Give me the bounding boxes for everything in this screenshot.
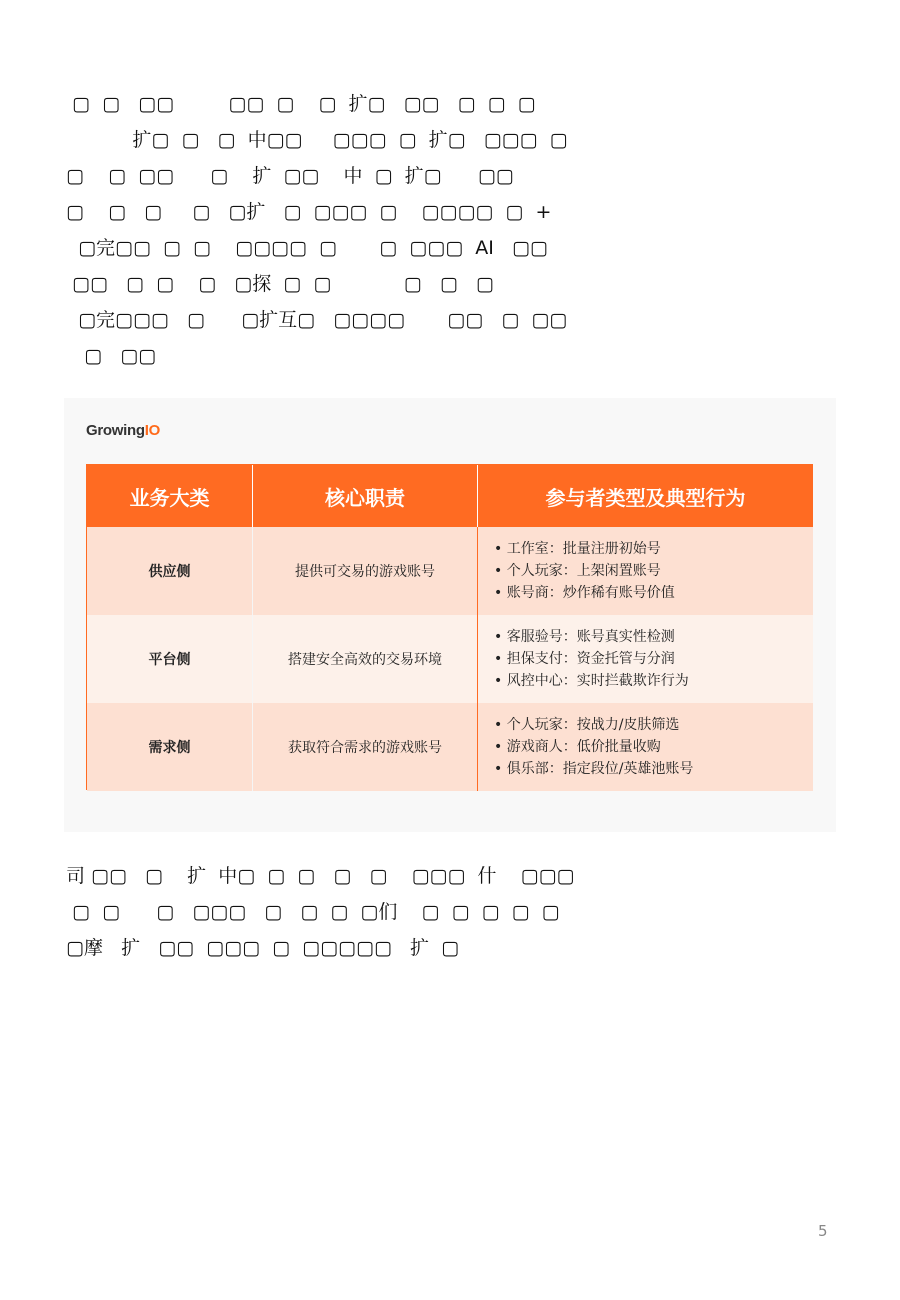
text-line: ▢摩 扩 ▢▢ ▢▢▢ ▢ ▢▢▢▢▢ 扩 ▢ xyxy=(66,937,460,959)
paragraph-1 xyxy=(66,86,836,374)
row-duty: 获取符合需求的游戏账号 xyxy=(253,703,478,791)
growingio-logo xyxy=(86,422,160,439)
row-behaviors xyxy=(478,527,813,615)
row-category: 需求侧 xyxy=(87,703,253,791)
logo-text: Growing xyxy=(86,422,145,439)
header-category: 业务大类 xyxy=(87,465,253,527)
text-line: ▢ ▢ ▢ ▢ ▢扩 ▢ ▢▢▢ ▢ ▢▢▢▢ ▢ + xyxy=(66,201,552,223)
behavior-item: • 账号商：炒作稀有账号价值 xyxy=(494,585,675,601)
text-line: ▢ ▢▢ xyxy=(66,345,157,367)
row-behaviors xyxy=(478,703,813,791)
row-category: 供应侧 xyxy=(87,527,253,615)
behavior-item: • 俱乐部：指定段位/英雄池账号 xyxy=(494,761,694,777)
text-line: ▢ ▢ ▢▢ ▢▢ ▢ ▢ 扩▢ ▢▢ ▢ ▢ ▢ xyxy=(66,93,536,115)
table-row xyxy=(87,703,813,791)
behavior-item: • 游戏商人：低价批量收购 xyxy=(494,739,661,755)
table-row xyxy=(87,527,813,615)
paragraph-2 xyxy=(66,858,836,966)
behavior-item: • 工作室：批量注册初始号 xyxy=(494,541,661,557)
text-line: 司 ▢▢ ▢ 扩 中▢ ▢ ▢ ▢ ▢ ▢▢▢ 什 ▢▢▢ xyxy=(66,865,575,887)
behavior-item: • 风控中心：实时拦截欺诈行为 xyxy=(494,673,689,689)
text-line: ▢ ▢ ▢ ▢▢▢ ▢ ▢ ▢ ▢们 ▢ ▢ ▢ ▢ ▢ xyxy=(66,901,560,923)
logo-accent: IO xyxy=(144,422,160,439)
table-header xyxy=(87,465,813,527)
table-row xyxy=(87,615,813,703)
row-category: 平台侧 xyxy=(87,615,253,703)
text-line: ▢完▢▢ ▢ ▢ ▢▢▢▢ ▢ ▢ ▢▢▢ AI ▢▢ xyxy=(66,237,548,259)
figure-panel xyxy=(64,398,836,832)
header-duty: 核心职责 xyxy=(253,465,478,527)
page-number: 5 xyxy=(818,1222,828,1240)
text-line: 扩▢ ▢ ▢ 中▢▢ ▢▢▢ ▢ 扩▢ ▢▢▢ ▢ xyxy=(66,129,568,151)
business-table xyxy=(86,464,813,790)
text-line: ▢完▢▢▢ ▢ ▢扩互▢ ▢▢▢▢ ▢▢ ▢ ▢▢ xyxy=(66,309,568,331)
behavior-item: • 担保支付：资金托管与分润 xyxy=(494,651,675,667)
row-duty: 提供可交易的游戏账号 xyxy=(253,527,478,615)
row-duty: 搭建安全高效的交易环境 xyxy=(253,615,478,703)
header-participants: 参与者类型及典型行为 xyxy=(545,485,746,510)
text-line: ▢ ▢ ▢▢ ▢ 扩 ▢▢ 中 ▢ 扩▢ ▢▢ xyxy=(66,165,514,187)
behavior-item: • 个人玩家：按战力/皮肤筛选 xyxy=(494,717,680,733)
behavior-item: • 个人玩家：上架闲置账号 xyxy=(494,563,661,579)
text-line: ▢▢ ▢ ▢ ▢ ▢探 ▢ ▢ ▢ ▢ ▢ xyxy=(66,273,494,295)
row-behaviors xyxy=(478,615,813,703)
behavior-item: • 客服验号：账号真实性检测 xyxy=(494,629,675,645)
